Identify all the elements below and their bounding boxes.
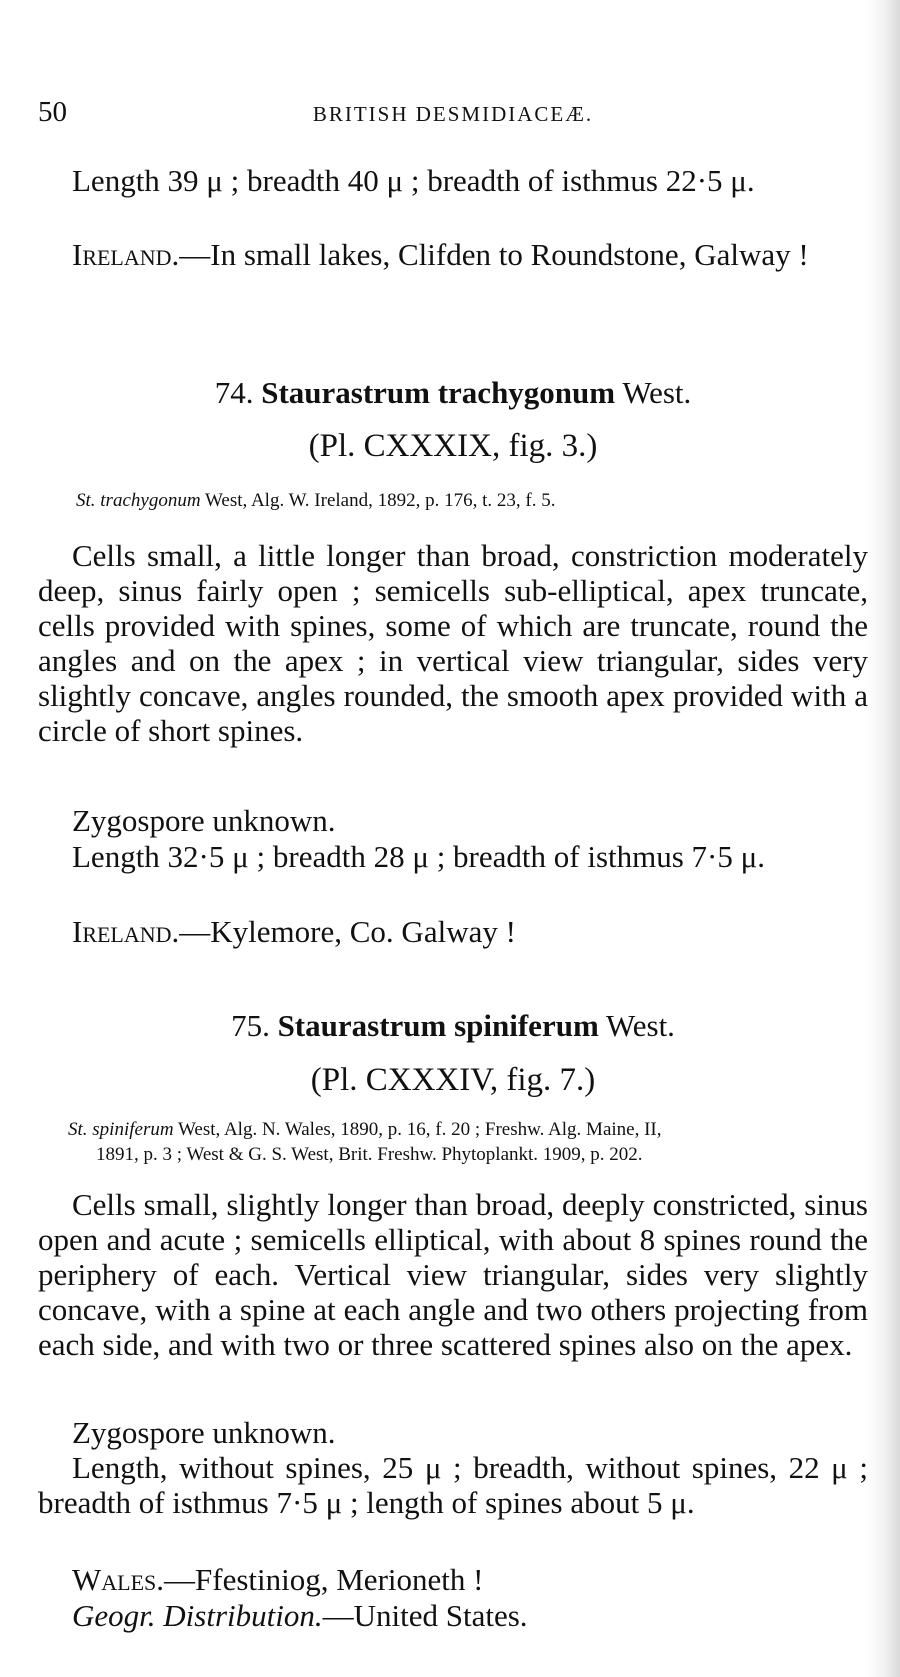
species-75-plate: (Pl. CXXXIV, fig. 7.) — [310, 1062, 596, 1098]
species-75-synonymy — [68, 1117, 868, 1167]
species-74-plate: (Pl. CXXXIX, fig. 3.) — [308, 428, 598, 464]
species-74-locality-text: —Kylemore, Co. Galway ! — [179, 914, 516, 949]
species-74-synonymy — [76, 488, 876, 513]
intro-locality-region: Ireland. — [72, 237, 180, 272]
species-74-locality-region: Ireland. — [72, 914, 180, 949]
species-75-number: 75. — [231, 1008, 270, 1043]
species-75-zygospore: Zygospore unknown. — [72, 1415, 336, 1450]
species-75-synonymy-ref-1: West, Alg. N. Wales, 1890, p. 16, f. 20 ; Freshw. Alg. Maine, II, — [177, 1119, 662, 1140]
species-75-synonymy-taxon: St. spiniferum — [68, 1119, 174, 1140]
species-75-heading — [38, 1006, 868, 1046]
species-75-distribution-text: —United States. — [322, 1598, 528, 1633]
intro-locality — [38, 237, 868, 272]
species-74-heading — [38, 373, 868, 413]
species-75-name: Staurastrum spiniferum — [277, 1008, 599, 1043]
species-74-synonymy-ref: West, Alg. W. Ireland, 1892, p. 176, t. 23, f. 5. — [204, 490, 556, 511]
species-75-synonymy-ref-2: 1891, p. 3 ; West & G. S. West, Brit. Freshw. Phytoplankt. 1909, p. 202. — [96, 1144, 643, 1165]
species-75-measurements: Length, without spines, 25 μ ; breadth, without spines, 22 μ ; breadth of isthmus 7·5 μ ; length of spines about 5 μ. — [38, 1450, 868, 1520]
page-header — [38, 96, 868, 136]
species-75-description: Cells small, slightly longer than broad, deeply constricted, sinus open and acute ; semicells elliptical, with about 8 spines round the periphery of each. Vertical view triangular, sides very slightly concave, with a spine at each angle and two others projecting from each side, and with two or three scattered spines also on the apex. — [38, 1187, 868, 1362]
species-74-zygospore: Zygospore unknown. — [72, 803, 336, 838]
running-title: BRITISH DESMIDIACEÆ. — [312, 102, 594, 126]
species-74-measurements: Length 32·5 μ ; breadth 28 μ ; breadth of isthmus 7·5 μ. — [72, 839, 765, 874]
species-74-locality — [38, 914, 868, 949]
species-74-name: Staurastrum trachygonum — [261, 375, 616, 410]
intro-locality-text: —In small lakes, Clifden to Roundstone, Galway ! — [179, 237, 809, 272]
species-74-synonymy-taxon: St. trachygonum — [76, 490, 201, 511]
page-edge-shadow — [866, 0, 900, 1677]
species-75-distribution — [38, 1598, 868, 1633]
species-75-locality-region: Wales. — [72, 1562, 165, 1597]
species-75-author: West. — [605, 1008, 675, 1043]
species-75-locality-text: —Ffestiniog, Merioneth ! — [164, 1562, 484, 1597]
species-74-description: Cells small, a little longer than broad, constriction moderately deep, sinus fairly open ; semicells sub-elliptical, apex truncate, cells provided with spines, some of which are truncate, round the angles and on the apex ; in vertical view triangular, sides very slightly concave, angles rounded, the smooth apex provided with a circle of short spines. — [38, 538, 868, 748]
intro-measurements: Length 39 μ ; breadth 40 μ ; breadth of isthmus 22·5 μ. — [72, 163, 755, 198]
species-74-number: 74. — [214, 375, 254, 410]
species-75-distribution-label: Geogr. Distribution. — [72, 1598, 323, 1633]
species-75-locality — [38, 1562, 868, 1597]
page-number: 50 — [38, 96, 67, 128]
species-74-author: West. — [622, 375, 692, 410]
